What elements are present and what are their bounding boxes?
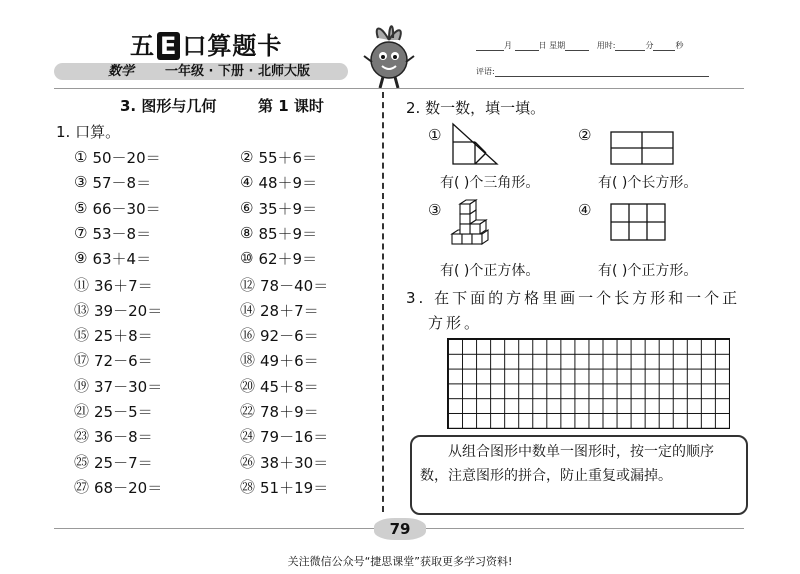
item-number: ⑧ <box>240 223 254 242</box>
header-divider <box>54 88 744 89</box>
item-number: ㉖ <box>240 452 256 471</box>
item-number: ㉑ <box>74 402 90 420</box>
section-title: 3. 图形与几何 <box>120 97 217 115</box>
q3-label-line2: 方形。 <box>428 314 483 332</box>
math-expression: 35＋9＝ <box>258 199 318 218</box>
math-item <box>240 425 328 447</box>
brand-title: 五 E 口算题卡 <box>130 32 283 60</box>
subject-label: 数学 <box>108 64 135 79</box>
math-expression: 72－6＝ <box>94 352 153 371</box>
comment-row: 评语: <box>476 66 709 77</box>
tip-text: 从组合图形中数单一图形时，按一定的顺序数，注意图形的拼合，防止重复或漏掉。 <box>420 444 714 484</box>
math-item <box>240 324 319 346</box>
item-number: ⑨ <box>74 249 88 268</box>
math-expression: 57－8＝ <box>92 174 152 193</box>
item-number: ⑲ <box>74 376 90 395</box>
math-expression: 39－20＝ <box>94 301 163 320</box>
math-item <box>240 451 328 473</box>
item-number: ⑩ <box>240 249 254 268</box>
math-item <box>74 425 153 447</box>
item-number: ㉒ <box>240 402 256 420</box>
item-number: ㉔ <box>240 427 256 446</box>
math-expression: 51＋19＝ <box>260 478 329 497</box>
item-number: ⑥ <box>240 198 254 217</box>
math-item <box>74 147 161 168</box>
item-number: ⑰ <box>74 351 90 370</box>
math-item <box>240 172 317 193</box>
q2-label: 2. 数一数，填一填。 <box>406 99 546 117</box>
q2-item3-number: ③ <box>428 201 442 219</box>
triangles-figure <box>451 122 499 166</box>
item-number: ㉓ <box>74 427 90 446</box>
math-item <box>74 274 153 296</box>
item-number: ⑪ <box>74 275 90 294</box>
math-item <box>74 451 153 473</box>
math-expression: 85＋9＝ <box>258 224 318 243</box>
q2-item1-answer: 有( )个三角形。 <box>440 175 540 191</box>
q3-label-line1: 3. 在下面的方格里画一个长方形和一个正 <box>406 289 741 307</box>
lesson-title: 第 1 课时 <box>258 97 324 115</box>
q2-item2-answer: 有( )个长方形。 <box>598 175 698 191</box>
q1-label: 1. 口算。 <box>56 123 121 141</box>
item-number: ④ <box>240 173 254 192</box>
column-divider <box>382 92 384 512</box>
math-item <box>240 223 317 244</box>
math-expression: 68－20＝ <box>94 478 163 497</box>
item-number: ② <box>240 148 254 166</box>
cubes-figure <box>450 198 494 256</box>
q2-item1-number: ① <box>428 126 442 144</box>
math-expression: 66－30＝ <box>92 199 161 218</box>
math-item <box>240 147 317 168</box>
math-item <box>74 223 151 244</box>
date-time-row: 月 日 星期 用时: 分 秒 <box>476 40 683 51</box>
math-item <box>240 375 319 397</box>
math-item <box>74 476 162 498</box>
math-item <box>74 172 151 193</box>
q2-item4-number: ④ <box>578 201 592 219</box>
item-number: ⑱ <box>240 351 256 370</box>
math-expression: 25－5＝ <box>94 403 153 421</box>
math-expression: 55＋6＝ <box>258 149 318 167</box>
q2-item2-number: ② <box>578 126 592 144</box>
q2-item3-answer: 有( )个正方体。 <box>440 263 540 279</box>
math-expression: 38＋30＝ <box>260 453 329 472</box>
math-expression: 92－6＝ <box>260 327 319 346</box>
page-number: 79 <box>374 518 426 540</box>
math-item <box>240 248 317 269</box>
math-expression: 63＋4＝ <box>92 250 152 269</box>
math-item <box>74 375 162 397</box>
item-number: ⑫ <box>240 275 256 294</box>
math-item <box>74 248 151 269</box>
math-expression: 45＋8＝ <box>260 377 319 396</box>
brand-e-logo: E <box>157 32 180 60</box>
math-item <box>240 274 328 296</box>
math-expression: 78＋9＝ <box>260 403 319 421</box>
math-expression: 28＋7＝ <box>260 301 319 320</box>
math-item <box>74 198 161 219</box>
rectangles-figure <box>610 131 674 165</box>
math-item <box>240 349 319 371</box>
math-expression: 49＋6＝ <box>260 352 319 371</box>
math-expression: 79－16＝ <box>260 428 329 447</box>
item-number: ⑤ <box>74 198 88 217</box>
math-expression: 36＋7＝ <box>94 276 153 295</box>
squares-figure <box>610 203 666 241</box>
item-number: ㉕ <box>74 452 90 471</box>
math-item <box>74 349 153 371</box>
math-item <box>74 400 153 422</box>
item-number: ⑬ <box>74 300 90 319</box>
math-expression: 50－20＝ <box>92 149 161 167</box>
math-item <box>74 299 162 321</box>
math-item <box>240 299 319 321</box>
math-expression: 36－8＝ <box>94 428 153 447</box>
item-number: ⑳ <box>240 376 256 395</box>
math-expression: 25－7＝ <box>94 453 153 472</box>
math-expression: 25＋8＝ <box>94 327 153 346</box>
math-expression: 37－30＝ <box>94 377 163 396</box>
radish-mascot-icon <box>360 22 418 92</box>
math-item <box>74 324 153 346</box>
drawing-grid[interactable] <box>447 338 730 429</box>
item-number: ㉘ <box>240 477 256 496</box>
item-number: ⑯ <box>240 326 256 345</box>
footer-note: 关注微信公众号“捷思课堂”获取更多学习资料! <box>287 555 513 568</box>
q2-item4-answer: 有( )个正方形。 <box>598 263 698 279</box>
item-number: ⑮ <box>74 326 90 345</box>
math-expression: 48＋9＝ <box>258 174 318 193</box>
item-number: ③ <box>74 173 88 192</box>
item-number: ㉗ <box>74 477 90 496</box>
item-number: ① <box>74 148 88 166</box>
math-item <box>240 400 319 422</box>
item-number: ⑭ <box>240 300 256 319</box>
math-item <box>240 476 328 498</box>
grade-info: 一年级 · 下册 · 北师大版 <box>165 64 310 79</box>
math-expression: 78－40＝ <box>260 276 329 295</box>
item-number: ⑦ <box>74 223 88 242</box>
math-expression: 53－8＝ <box>92 224 152 243</box>
math-expression: 62＋9＝ <box>258 250 318 269</box>
math-item <box>240 198 317 219</box>
